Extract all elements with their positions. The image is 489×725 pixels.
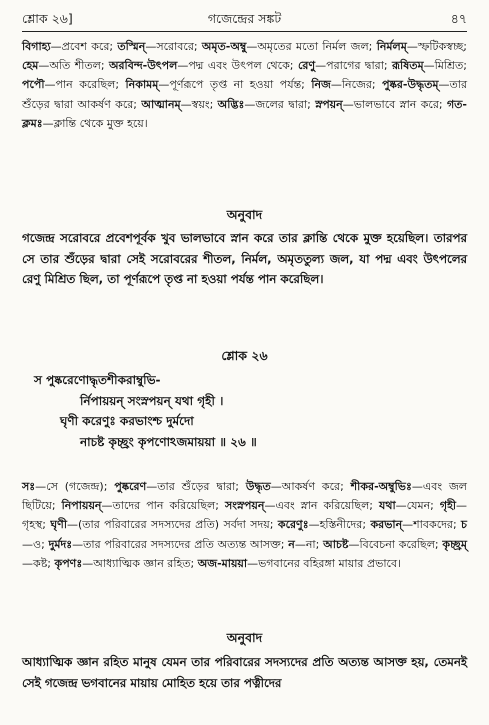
synonym-word: উদ্ধৃত — [245, 480, 271, 493]
synonym-meaning: বিবেচনা করেছিল; — [359, 537, 443, 551]
synonym-word: রূষিতম্ — [392, 59, 424, 73]
synonym-meaning: অমৃতের মতো নির্মল জল; — [257, 40, 377, 53]
verse-line: স পুষ্করেণোদ্ধৃতশীকরাম্বুভি- — [34, 373, 161, 387]
synonym-meaning: তাদের পান করিয়েছিল; — [112, 499, 225, 513]
synonym-word: পপৌ — [22, 78, 45, 92]
synonym-meaning: পরাগের দ্বারা; — [326, 59, 393, 73]
synonym-meaning: সরোবরে; — [156, 40, 202, 53]
synonym-meaning: প্রবেশ করে; — [61, 40, 118, 53]
translation-paragraph: গজেন্দ্র সরোবরে প্রবেশপূর্বক খুব ভালভাবে স্নান করে তার ক্লান্তি থেকে মুক্ত হয়েছিল। তারপর সে তার শুঁড়ের দ্বারা সেই সরোবরের শীতল, নির্মল, অমৃততুল্য জল, যা পদ্ম এবং উৎপলের রেণু মিশ্রিত ছিল, তা পূর্ণরূপে তৃপ্ত না হওয়া পর্যন্ত পান করেছিল। — [22, 231, 467, 286]
synonym-word: বিগাহ্য — [22, 40, 51, 53]
verse-line: ঘৃণী করেণুঃ করভাংশ্চ দুর্মদো — [60, 414, 194, 428]
synonym-word: অজ-মায়য়া — [197, 556, 248, 570]
synonym-word: কৃচ্ছ্রম্ — [442, 537, 467, 551]
sanskrit-verse — [22, 370, 467, 452]
synonym-word: করেণুঃ — [277, 518, 309, 532]
synonym-meaning: পদ্ম এবং উৎপল থেকে; — [188, 59, 298, 73]
synonyms-bottom — [22, 477, 467, 573]
synonym-word: অদ্ভিঃ — [217, 97, 245, 111]
translation-heading: অনুবাদ — [226, 630, 263, 645]
synonym-meaning: সে (গজেন্দ্র); — [46, 480, 115, 493]
synonym-meaning: (তার পরিবারের সদস্যদের প্রতি) সর্বদা সদয়; — [77, 518, 278, 532]
synonym-word: যথা — [379, 499, 396, 513]
synonym-word: ঘৃণী — [50, 518, 67, 532]
translation-paragraph: আধ্যাত্মিক জ্ঞান রহিত মানুষ যেমন তার পরিবারের সদস্যদের প্রতি অত্যন্ত আসক্ত হয়, তেমনই সেই গজেন্দ্র ভগবানের মায়ায় মোহিত হয়ে তার পত্নীদের — [22, 655, 467, 690]
synonym-word: দুর্মদঃ — [48, 537, 73, 551]
synonym-word: শীকর-অম্বুভিঃ — [350, 480, 412, 493]
synonym-word: নিকামম্ — [125, 78, 159, 92]
synonym-word: পুষ্করেণ — [114, 480, 147, 493]
synonym-word: নিপায়য়ন্ — [61, 499, 102, 513]
synonym-meaning: তার পরিবারের সদস্যদের প্রতি অত্যন্ত আসক্ত; — [83, 537, 289, 551]
synonym-meaning: শাবকদের; — [413, 518, 462, 532]
synonym-word: স্নপয়ন্ — [315, 97, 343, 111]
page-number: ৪৭ — [450, 11, 467, 26]
synonym-meaning: কষ্ট; — [33, 556, 55, 570]
synonym-word: রেণু — [297, 59, 316, 73]
synonym-meaning: পান করেছিল; — [55, 78, 126, 92]
verse-line: নাচষ্ট কৃচ্ছ্রং কৃপণোঽজমায়য়া ॥ ২৬ ॥ — [80, 434, 257, 449]
synonym-word: নিজ — [311, 78, 331, 92]
synonym-word: সঃ — [22, 480, 36, 493]
chapter-title: গজেন্দ্রের সঙ্কট — [207, 11, 282, 26]
synonym-word: চ — [461, 518, 467, 532]
synonym-meaning: ভালভাবে স্নান করে; — [353, 97, 447, 111]
synonym-meaning: হস্তিনীদের; — [319, 518, 371, 532]
synonym-meaning: আধ্যাত্মিক জ্ঞান রহিত; — [93, 556, 198, 570]
synonym-meaning: ভগবানের বহিরঙ্গা মায়ার প্রভাবে। — [258, 556, 402, 570]
verse-number: শ্লোক ২৬ — [221, 348, 268, 363]
synonym-word: আচষ্ট — [323, 537, 349, 551]
synonym-meaning: তার শুঁড়ের দ্বারা; — [157, 480, 246, 493]
synonym-word: গৃহী — [439, 499, 457, 513]
synonym-meaning: আকর্ষণ করে; — [281, 480, 351, 493]
synonym-meaning: যেমন; — [406, 499, 440, 513]
header-rule — [22, 31, 467, 32]
synonym-word: অমৃত-অম্বু — [201, 40, 247, 53]
synonym-word: কৃপণঃ — [54, 556, 83, 570]
synonym-meaning: তার শুঁড়ের দ্বারা আকর্ষণ করে; — [22, 78, 467, 111]
synonym-meaning: নিজের; — [341, 78, 383, 92]
translation-1 — [22, 228, 467, 290]
synonym-word: আত্মানম্ — [141, 97, 181, 111]
synonym-meaning: গৃহস্থ; — [22, 518, 51, 532]
synonym-meaning: স্বয়ং; — [191, 97, 218, 111]
synonym-word: সংস্নপয়ন্ — [225, 499, 265, 513]
synonym-word: করভান্ — [370, 518, 403, 532]
synonym-meaning: মিশ্রিত; — [434, 59, 467, 73]
synonym-word: তস্মিন্ — [117, 40, 146, 53]
synonym-word: নির্মলম্ — [376, 40, 407, 53]
synonym-meaning: জলের দ্বারা; — [255, 97, 316, 111]
synonym-meaning: অতি শীতল; — [49, 59, 109, 73]
synonym-meaning: স্ফটিকস্বচ্ছ; — [417, 40, 467, 53]
synonym-meaning: এবং জল ছিটিয়ে; — [22, 480, 468, 513]
synonym-meaning: না; — [305, 537, 324, 551]
synonym-meaning: এবং স্নান করিয়েছিল; — [275, 499, 380, 513]
synonym-word: পুষ্কর-উদ্ধৃতম্ — [382, 78, 439, 92]
synonym-word: গত-ক্লমঃ — [22, 97, 467, 130]
synonym-meaning: ক্লান্তি থেকে মুক্ত হয়ে। — [53, 116, 148, 130]
synonyms-top — [22, 37, 467, 133]
synonym-word: হেম — [22, 59, 39, 73]
synonyms-paragraph: সঃ—সে (গজেন্দ্র); পুষ্করেণ—তার শুঁড়ের দ্বারা; উদ্ধৃত—আকর্ষণ করে; শীকর-অম্বুভিঃ—এবং জল ছিটিয়ে; নিপায়য়ন্—তাদের পান করিয়েছিল; সংস্নপয়ন্—এবং স্নান করিয়েছিল; যথা—যেমন; গৃহী—গৃহস্থ; ঘৃণী—(তার পরিবারের সদস্যদের প্রতি) সর্বদা সদয়; করেণুঃ—হস্তিনীদের; করভান্—শাবকদের; চ—ও; দুর্মদঃ—তার পরিবারের সদস্যদের প্রতি অত্যন্ত আসক্ত; ন—না; আচষ্ট—বিবেচনা করেছিল; কৃচ্ছ্রম্—কষ্ট; কৃপণঃ—আধ্যাত্মিক জ্ঞান রহিত; অজ-মায়য়া—ভগবানের বহিরঙ্গা মায়ার প্রভাবে। — [22, 480, 468, 570]
synonym-word: অরবিন্দ-উৎপল — [108, 59, 178, 73]
synonyms-paragraph: বিগাহ্য—প্রবেশ করে; তস্মিন্—সরোবরে; অমৃত-অম্বু—অমৃতের মতো নির্মল জল; নির্মলম্—স্ফটিকস্বচ্ছ; হেম—অতি শীতল; অরবিন্দ-উৎপল—পদ্ম এবং উৎপল থেকে; রেণু—পরাগের দ্বারা; রূষিতম্—মিশ্রিত; পপৌ—পান করেছিল; নিকামম্—পূর্ণরূপে তৃপ্ত না হওয়া পর্যন্ত; নিজ—নিজের; পুষ্কর-উদ্ধৃতম্—তার শুঁড়ের দ্বারা আকর্ষণ করে; আত্মানম্—স্বয়ং; অদ্ভিঃ—জলের দ্বারা; স্নপয়ন্—ভালভাবে স্নান করে; গত-ক্লমঃ—ক্লান্তি থেকে মুক্ত হয়ে। — [22, 40, 467, 130]
translation-2 — [22, 652, 467, 693]
synonym-meaning: পূর্ণরূপে তৃপ্ত না হওয়া পর্যন্ত; — [169, 78, 312, 92]
running-header — [22, 10, 467, 28]
verse-reference: শ্লোক ২৬] — [22, 11, 73, 26]
verse-line: র্নিপায়য়ন্ সংস্নপয়ন্ যথা গৃহী । — [80, 393, 224, 408]
synonym-word: ন — [288, 537, 295, 551]
synonym-meaning: ও; — [33, 537, 49, 551]
translation-heading: অনুবাদ — [226, 207, 263, 222]
